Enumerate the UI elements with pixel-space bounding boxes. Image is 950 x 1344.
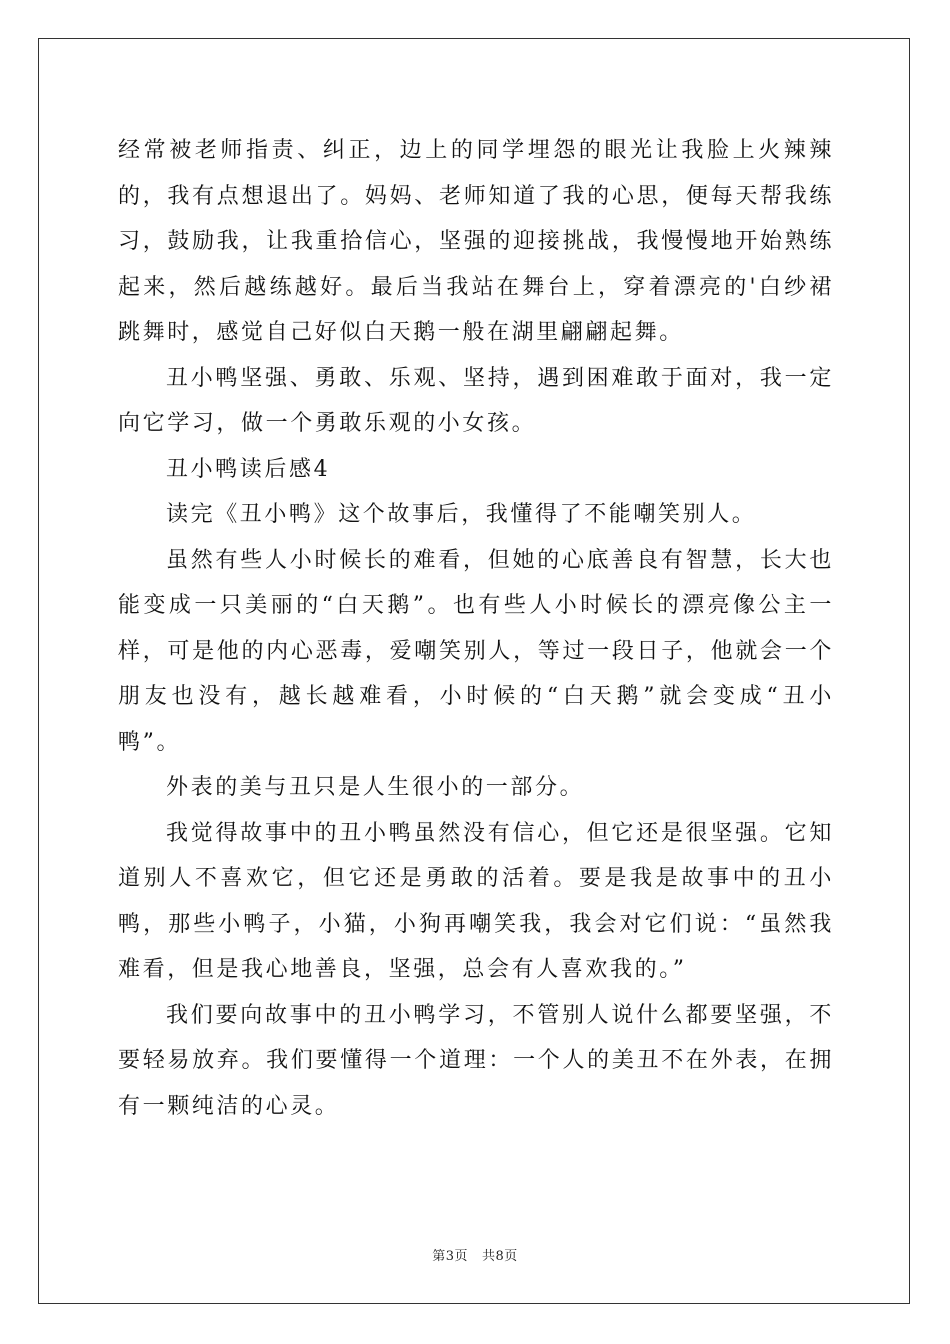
document-body [118,128,834,1129]
paragraph: 我觉得故事中的丑小鸭虽然没有信心，但它还是很坚强。它知道别人不喜欢它，但它还是勇敢的活着。要是我是故事中的丑小鸭，那些小鸭子，小猫，小狗再嘲笑我，我会对它们说：“虽然我难看，但是我心地善良，坚强，总会有人喜欢我的。” [118,820,834,982]
page-number: 第3页 [432,1249,468,1264]
page-footer [0,1245,950,1264]
paragraph: 我们要向故事中的丑小鸭学习，不管别人说什么都要坚强，不要轻易放弃。我们要懂得一个道理：一个人的美丑不在外表，在拥有一颗纯洁的心灵。 [118,1002,834,1119]
paragraph: 读完《丑小鸭》这个故事后，我懂得了不能嘲笑别人。 [166,502,757,527]
paragraph: 丑小鸭坚强、勇敢、乐观、坚持，遇到困难敢于面对，我一定向它学习，做一个勇敢乐观的小女孩。 [118,365,834,436]
paragraph: 虽然有些人小时候长的难看，但她的心底善良有智慧，长大也能变成一只美丽的“白天鹅”。也有些人小时候长的漂亮像公主一样，可是他的内心恶毒，爱嘲笑别人，等过一段日子，他就会一个朋友也没有，越长越难看，小时候的“白天鹅”就会变成“丑小鸭”。 [118,547,834,755]
paragraph-continuation: 经常被老师指责、纠正，边上的同学埋怨的眼光让我脸上火辣辣的，我有点想退出了。妈妈、老师知道了我的心思，便每天帮我练习，鼓励我，让我重拾信心，坚强的迎接挑战，我慢慢地开始熟练起来，然后越练越好。最后当我站在舞台上，穿着漂亮的'白纱裙跳舞时，感觉自己好似白天鹅一般在湖里翩翩起舞。 [118,138,834,345]
page-total: 共8页 [482,1249,518,1264]
paragraph: 外表的美与丑只是人生很小的一部分。 [166,775,585,800]
section-heading: 丑小鸭读后感4 [166,456,331,482]
